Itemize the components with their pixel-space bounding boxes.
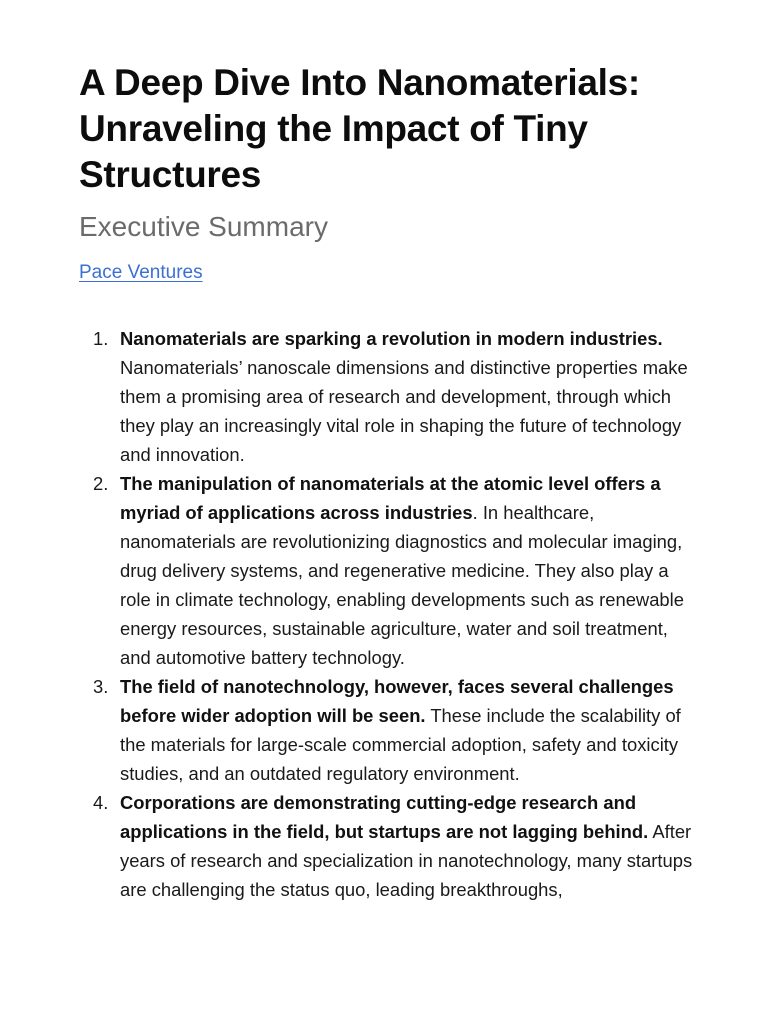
summary-list [79, 324, 699, 904]
summary-item [79, 672, 699, 788]
item-body: After years of research and specialization in nanotechnology, many startups are challenging the status quo, leading breakthroughs, [120, 821, 693, 900]
summary-item [79, 324, 699, 469]
item-body: Nanomaterials’ nanoscale dimensions and distinctive properties make them a promising area of research and development, through which they play an increasingly vital role in shaping the future of technology and innovation. [120, 357, 688, 465]
item-lead: The manipulation of nanomaterials at the atomic level offers a myriad of applications across industries [120, 473, 661, 523]
item-body: . In healthcare, nanomaterials are revolutionizing diagnostics and molecular imaging, drug delivery systems, and regenerative medicine. They also play a role in climate technology, enabling developments such as renewable energy resources, sustainable agriculture, water and soil treatment, and automotive battery technology. [120, 502, 684, 668]
summary-item [79, 469, 699, 672]
article [79, 60, 699, 904]
summary-item [79, 788, 699, 904]
item-number: 4. [93, 792, 109, 813]
item-body: These include the scalability of the materials for large-scale commercial adoption, safety and toxicity studies, and an outdated regulatory environment. [120, 705, 681, 784]
item-lead: Corporations are demonstrating cutting-edge research and applications in the field, but startups are not lagging behind. [120, 792, 649, 842]
item-number: 3. [93, 676, 109, 697]
item-lead: The field of nanotechnology, however, faces several challenges before wider adoption will be seen. [120, 676, 674, 726]
author-link[interactable]: Pace Ventures [79, 262, 203, 283]
article-subtitle: Executive Summary [79, 211, 328, 242]
article-title: A Deep Dive Into Nanomaterials: Unraveling the Impact of Tiny Structures [79, 62, 640, 195]
item-number: 1. [93, 328, 109, 349]
item-number: 2. [93, 473, 109, 494]
item-lead: Nanomaterials are sparking a revolution in modern industries. [120, 328, 663, 349]
